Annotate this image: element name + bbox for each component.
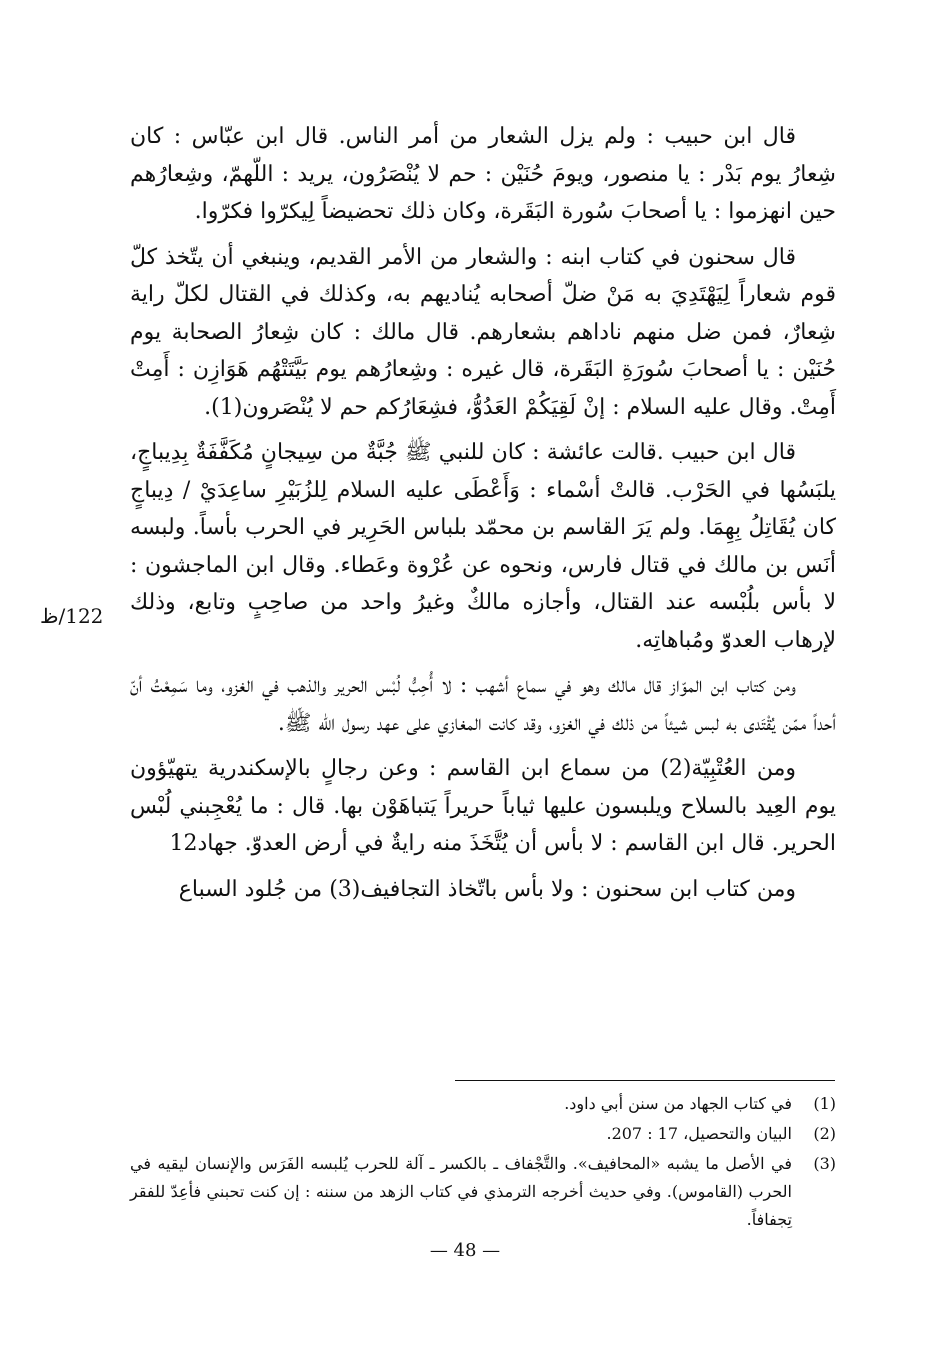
page-number: — 48 — [429,1240,501,1261]
paragraph: ومن العُتْبِيّة(2) من سماع ابن القاسم : وعن رجالٍ بالإسكندرية يتهيّؤون يوم العِيد بالسلاح ويلبسون عليها ثياباً حريراً يَتباهَوْن بها. قال : ما يُعْجِبني لُبْس الحرير. قال ابن القاسم : لا بأس أن يُتَّخَذَ منه رايةٌ في أرض العدوّ. جهاد12 [130,756,836,856]
footnote-text: البيان والتحصيل، 17 : 207. [606,1124,792,1143]
paragraph: ومن كتاب ابن سحنون : ولا بأس باتّخاذ التجافيف(3) من جُلود السباع [178,876,796,902]
footnote-number: (2) [813,1124,836,1143]
paragraph: قال سحنون في كتاب ابنه : والشعار من الأمر القديم، وينبغي أن يتّخذ كلّ قوم شعاراً لِيَهْتَدِيَ به مَنْ ضلّ أصحابه يُناديهم به، وكذلك في القتال لكلّ راية شِعارٌ، فمن ضل منهم ناداهم بشعارهم. قال مالك : كان شِعارُ الصحابة يوم حُنَيْن : يا أصحابَ سُورَةِ البَقَرة، قال غيره : وشِعارُهم يوم بَيَّتَتْهُم هَوَازِن : أَمِتْ أَمِتْ. وقال عليه السلام : إنْ لَقِيَكُمْ العَدُوُّ، فشِعَارُكم حم لا يُنْصَرون(1). [130,244,836,420]
footnote-item [130,1120,836,1148]
footnotes [130,1090,836,1236]
footnote-separator [455,1080,835,1081]
footnote-number: (3) [813,1154,836,1173]
footnote-item [130,1150,836,1234]
footnote-number: (1) [813,1094,836,1113]
footnote-text: في الأصل ما يشبه «المحافيف». والتَّجْفاف ـ بالكسر ـ آلة للحرب يُلبسه الفَرَس والإنسان ليقيه في الحرب (القاموس). وفي حديث أخرجه الترمذي في كتاب الزهد من سننه : إن كنت تحبني فأعِدّ للفقر تِجفافاً. [130,1154,793,1229]
footnote-text: في كتاب الجهاد من سنن أبي داود. [564,1094,792,1113]
paragraph: قال ابن حبيب : ولم يزل الشعار من أمر الناس. قال ابن عبّاس : كان شِعارُ يوم بَدْر : يا منصور، ويومَ حُنَيْن : حم لا يُنْصَرُون، يريد : اللّهمّ، وشِعارُهم حين انهزموا : يا أصحابَ سُورة البَقَرة، وكان ذلك تحضيضاً لِيكرّوا فكرّوا. [130,124,836,224]
footnote-item [130,1090,836,1118]
main-text [130,118,836,908]
paragraph: ومن كتاب ابن الموّاز قال مالك وهو في سماع أشهب : لا أُحِبُّ لُبْس الحرير والذهب في الغزو، وما سَمِعْتُ أنّ أحداً ممّن يُقْتَدى به لبس شيئاً من ذلك في الغزو، وقد كانت المغازي على عهد رسول الله ﷺ. [130,673,836,736]
paragraph: قال ابن حبيب .قالت عائشة : كان للنبي ﷺ جُبَّةٌ من سِيجانٍ مُكَفَّفَةٌ بِدِيباجٍ، يلبَسُها في الحَرْب. قالتْ أسْماء : وَأَعْطَى عليه السلام لِلزُبَيْرِ ساعِدَيْ / دِيباجٍ كان يُقَاتِلُ بِهِمَا. ولم يَرَ القاسم بن محمّد بلباس الحَرِير في الحرب بأساً. ولبسه أنَس بن مالك في قتال فارس، ونحوه عن عُرْوة وعَطاء. وقال ابن الماجشون : لا بأس بلُبْسه عند القتال، وأجازه مالكٌ وغيرُ واحد من صاحِبٍ وتابع، وذلك لإرهاب العدوّ ومُباهاتِه. [130,440,836,653]
manuscript-folio-note: 122/ظ [40,604,104,628]
